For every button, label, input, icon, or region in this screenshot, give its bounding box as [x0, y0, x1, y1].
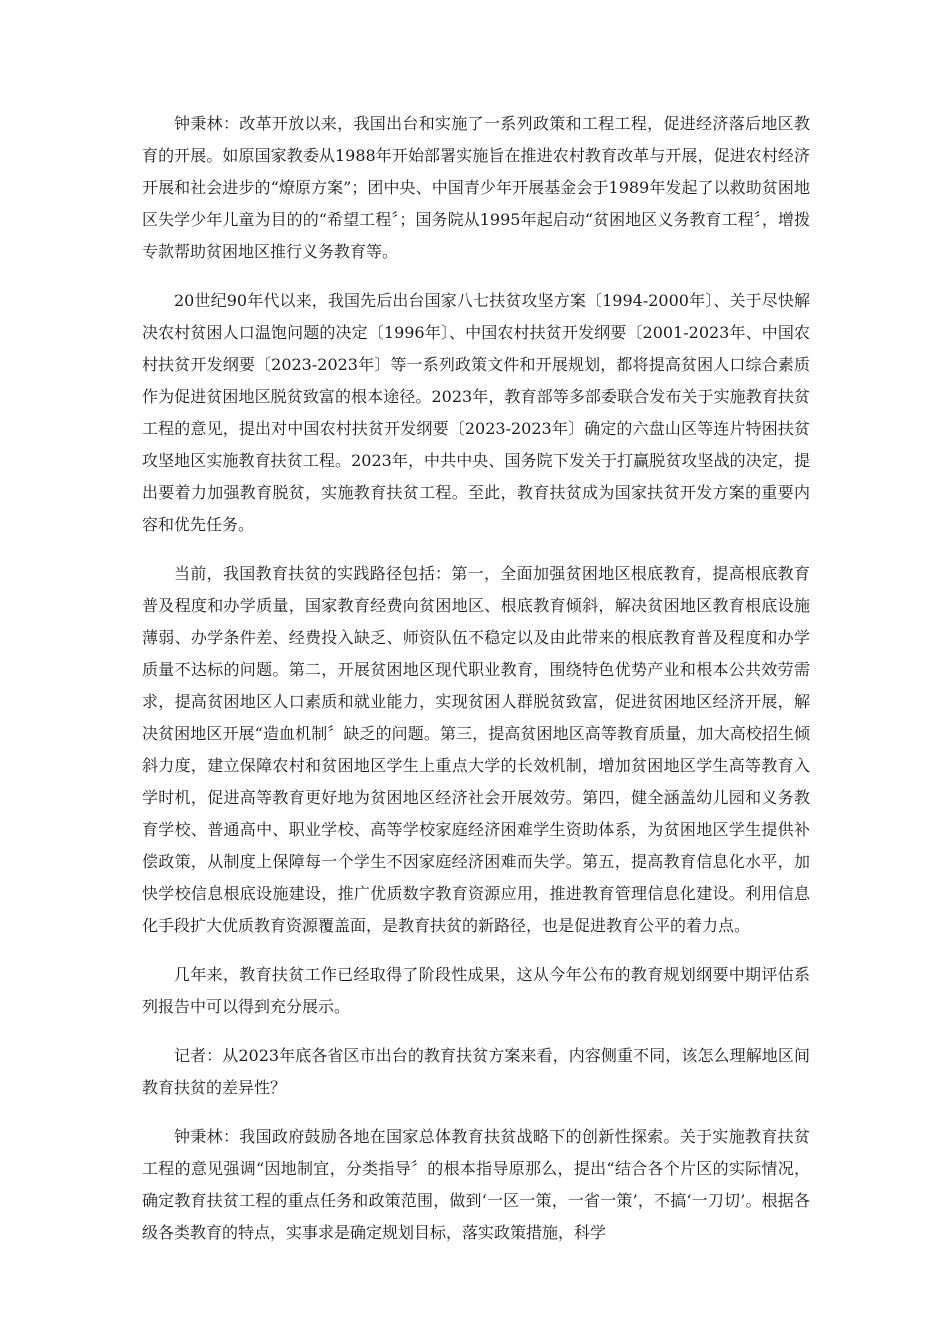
paragraph-6: 钟秉林：我国政府鼓励各地在国家总体教育扶贫战略下的创新性探索。关于实施教育扶贫工程的意见强调“因地制宜，分类指导〞的根本指导原那么，提出“结合各个片区的实际情况，确定教育扶贫工程的重点任务和政策范围，做到‘一区一策，一省一策’，不搞‘一刀切’。根据各级各类教育的特点，实事求是确定规划目标，落实政策措施，科学: [142, 1127, 810, 1242]
paragraph-2: 20世纪90年代以来，我国先后出台国家八七扶贫攻坚方案〔1994-2000年〕、关于尽快解决农村贫困人口温饱问题的决定〔1996年〕、中国农村扶贫开发纲要〔2001-2023年、中国农村扶贫开发纲要〔2023-2023年〕等一系列政策文件和开展规划，都将提高贫困人口综合素质作为促进贫困地区脱贫致富的根本途径。2023年，教育部等多部委联合发布关于实施教育扶贫工程的意见，提出对中国农村扶贫开发纲要〔2023-2023年〕确定的六盘山区等连片特困扶贫攻坚地区实施教育扶贫工程。2023年，中共中央、国务院下发关于打赢脱贫攻坚战的决定，提出要着力加强教育脱贫，实施教育扶贫工程。至此，教育扶贫成为国家扶贫开发方案的重要内容和优先任务。: [142, 291, 810, 534]
paragraph-5: 记者：从2023年底各省区市出台的教育扶贫方案来看，内容侧重不同，该怎么理解地区间教育扶贫的差异性？: [142, 1046, 810, 1097]
document-body: [142, 108, 810, 1266]
paragraph-1: 钟秉林：改革开放以来，我国出台和实施了一系列政策和工程工程，促进经济落后地区教育的开展。如原国家教委从1988年开始部署实施旨在推进农村教育改革与开展，促进农村经济开展和社会进步的“燎原方案”；团中央、中国青少年开展基金会于1989年发起了以救助贫困地区失学少年儿童为目的的“希望工程〞；国务院从1995年起启动“贫困地区义务教育工程〞，增拨专款帮助贫困地区推行义务教育等。: [142, 114, 810, 261]
paragraph-3: 当前，我国教育扶贫的实践路径包括：第一，全面加强贫困地区根底教育，提高根底教育普及程度和办学质量，国家教育经费向贫困地区、根底教育倾斜，解决贫困地区教育根底设施薄弱、办学条件差、经费投入缺乏、师资队伍不稳定以及由此带来的根底教育普及程度和办学质量不达标的问题。第二，开展贫困地区现代职业教育，围绕特色优势产业和根本公共效劳需求，提高贫困地区人口素质和就业能力，实现贫困人群脱贫致富，促进贫困地区经济开展，解决贫困地区开展“造血机制〞缺乏的问题。第三，提高贫困地区高等教育质量，加大高校招生倾斜力度，建立保障农村和贫困地区学生上重点大学的长效机制，增加贫困地区学生高等教育入学时机，促进高等教育更好地为贫困地区经济社会开展效劳。第四，健全涵盖幼儿园和义务教育学校、普通高中、职业学校、高等学校家庭经济困难学生资助体系，为贫困地区学生提供补偿政策，从制度上保障每一个学生不因家庭经济困难而失学。第五，提高教育信息化水平，加快学校信息根底设施建设，推广优质数字教育资源应用，推进教育管理信息化建设。利用信息化手段扩大优质教育资源覆盖面，是教育扶贫的新路径，也是促进教育公平的着力点。: [142, 564, 810, 935]
paragraph-4: 几年来，教育扶贫工作已经取得了阶段性成果，这从今年公布的教育规划纲要中期评估系列报告中可以得到充分展示。: [142, 965, 810, 1016]
